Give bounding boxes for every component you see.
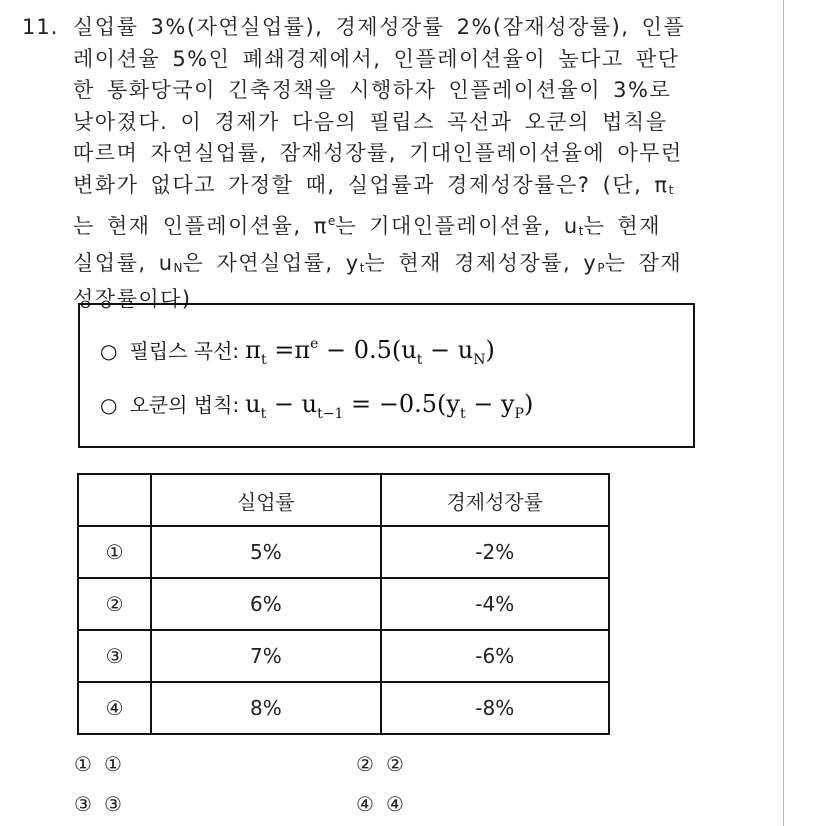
table-row bbox=[78, 526, 609, 578]
page-divider bbox=[783, 0, 784, 826]
choice-mark: ③ bbox=[74, 792, 92, 816]
choice-2[interactable] bbox=[356, 752, 404, 776]
okun-label: 오쿤의 법칙: bbox=[129, 393, 240, 417]
table-header-unemployment: 실업률 bbox=[151, 474, 380, 526]
unemployment-cell: 8% bbox=[151, 682, 380, 734]
choice-value: ④ bbox=[385, 792, 404, 816]
unemployment-cell: 5% bbox=[151, 526, 380, 578]
table-header-empty bbox=[78, 474, 151, 526]
choice-3[interactable] bbox=[74, 792, 122, 816]
question-line: 실업률, $u_N$은 자연실업률, $y_t$는 현재 경제성장률, $y_P$는 잠재 bbox=[73, 250, 683, 275]
choice-mark: ② bbox=[356, 752, 374, 776]
okun-law-formula: ○ 오쿤의 법칙: $u_t - u_{t-1} = -0.5(y_t - y_P)$ bbox=[100, 390, 534, 422]
growth-cell: -2% bbox=[381, 526, 609, 578]
question-number: 11. bbox=[22, 15, 59, 39]
row-mark: ④ bbox=[78, 682, 151, 734]
choice-4[interactable] bbox=[356, 792, 404, 816]
question-line: 낮아졌다. 이 경제가 다음의 필립스 곡선과 오쿤의 법칙을 bbox=[73, 109, 668, 134]
table-row bbox=[78, 578, 609, 630]
table-header-growth: 경제성장률 bbox=[381, 474, 609, 526]
answer-table bbox=[77, 473, 610, 735]
choice-value: ③ bbox=[103, 792, 122, 816]
row-mark: ① bbox=[78, 526, 151, 578]
formula-box bbox=[78, 303, 695, 448]
unemployment-cell: 6% bbox=[151, 578, 380, 630]
growth-cell: -8% bbox=[381, 682, 609, 734]
question-line: 따르며 자연실업률, 잠재성장률, 기대인플레이션율에 아무런 bbox=[73, 141, 683, 165]
question-line: 한 통화당국이 긴축정책을 시행하자 인플레이션율이 3%로 bbox=[73, 78, 672, 102]
table-row bbox=[78, 630, 609, 682]
circle-bullet-icon: ○ bbox=[100, 339, 118, 363]
circle-bullet-icon: ○ bbox=[100, 393, 118, 417]
question-line: 실업률 3%(자연실업률), 경제성장률 2%(잠재성장률), 인플 bbox=[73, 15, 686, 39]
unemployment-cell: 7% bbox=[151, 630, 380, 682]
choice-value: ② bbox=[385, 752, 404, 776]
question-line: 변화가 없다고 가정할 때, 실업률과 경제성장률은? (단, $\pi_t$ bbox=[73, 172, 674, 197]
question-line: 레이션율 5%인 폐쇄경제에서, 인플레이션율이 높다고 판단 bbox=[73, 46, 680, 71]
phillips-curve-formula: ○ 필립스 곡선: $\pi_t =\pi^e - 0.5(u_t - u_N)$ bbox=[100, 336, 495, 368]
growth-cell: -6% bbox=[381, 630, 609, 682]
table-row bbox=[78, 682, 609, 734]
question-line: 성장률이다) bbox=[73, 287, 192, 311]
choice-1[interactable] bbox=[74, 752, 122, 776]
choice-mark: ④ bbox=[356, 792, 374, 816]
choice-mark: ① bbox=[74, 752, 92, 776]
growth-cell: -4% bbox=[381, 578, 609, 630]
question-text bbox=[73, 12, 773, 316]
table-header-row bbox=[78, 474, 609, 526]
row-mark: ② bbox=[78, 578, 151, 630]
question-line: 는 현재 인플레이션율, $\pi^e$는 기대인플레이션율, $u_t$는 현재 bbox=[73, 214, 661, 238]
row-mark: ③ bbox=[78, 630, 151, 682]
phillips-label: 필립스 곡선: bbox=[129, 339, 240, 363]
choice-value: ① bbox=[103, 752, 122, 776]
